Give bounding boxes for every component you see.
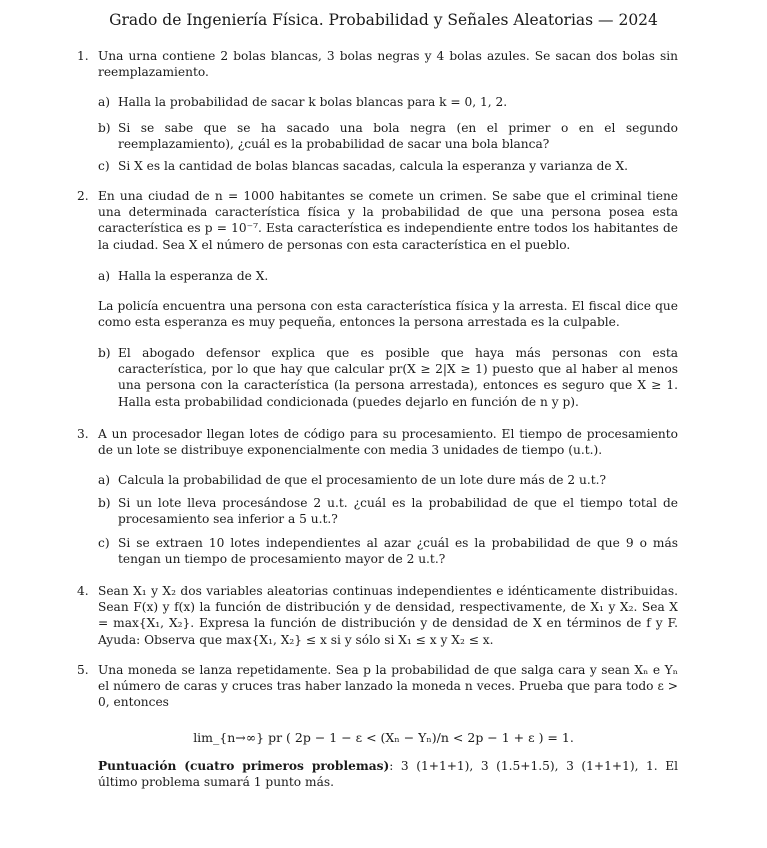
problem-number: 5. — [77, 663, 89, 677]
limit-formula: lim_{n→∞} pr ( 2p − 1 − ε < (Xₙ − Yₙ)/n < 2p − 1 + ε ) = 1. — [193, 730, 574, 745]
part-label: c) — [98, 159, 110, 173]
problem-text: En una ciudad de n = 1000 habitantes se comete un crimen. Se sabe que el criminal tiene una determinada característica física y la probabilidad de que una persona posea esta característica es p = 10⁻⁷. Esta característica es independiente entre todos los habitantes de la ciudad. Sea X el número de personas con esta característica en el pueblo. — [98, 189, 678, 252]
problem-1-part-c — [98, 158, 678, 174]
problem-4 — [77, 583, 678, 648]
part-text: Halla la esperanza de X. — [118, 269, 269, 283]
part-label: a) — [98, 473, 111, 487]
problem-2 — [77, 188, 678, 253]
problem-3-part-b — [98, 495, 678, 527]
problem-1-part-a — [98, 94, 678, 110]
problem-1 — [77, 48, 678, 80]
problem-2-part-a — [98, 268, 678, 284]
problem-number: 4. — [77, 584, 89, 598]
part-label: b) — [98, 121, 111, 135]
part-text: Si se sabe que se ha sacado una bola negra (en el primer o en el segundo reemplazamiento), ¿cuál es la probabilidad de sacar una bola blanca? — [118, 121, 678, 152]
problem-3-part-a — [98, 472, 678, 488]
problem-number: 3. — [77, 427, 89, 441]
part-text: Halla la probabilidad de sacar k bolas blancas para k = 0, 1, 2. — [118, 95, 508, 109]
problem-text: A un procesador llegan lotes de código para su procesamiento. El tiempo de procesamiento de un lote se distribuye exponencialmente con media 3 unidades de tiempo (u.t.). — [98, 427, 678, 458]
problem-number: 2. — [77, 189, 89, 203]
problem-3-part-c — [98, 535, 678, 567]
problem-2-part-b — [98, 345, 678, 410]
problem-number: 1. — [77, 49, 89, 63]
part-label: b) — [98, 346, 111, 360]
part-label: a) — [98, 269, 111, 283]
problem-2-interlude: La policía encuentra una persona con esta característica física y la arresta. El fiscal dice que como esta esperanza es muy pequeña, entonces la persona arrestada es la culpable. — [98, 299, 678, 330]
part-label: c) — [98, 536, 110, 550]
part-text: Si un lote lleva procesándose 2 u.t. ¿cuál es la probabilidad de que el tiempo total de procesamiento sea inferior a 5 u.t.? — [118, 496, 678, 527]
problem-3 — [77, 426, 678, 458]
score-note — [98, 758, 678, 790]
part-label: b) — [98, 496, 111, 510]
problem-text: Una moneda se lanza repetidamente. Sea p la probabilidad de que salga cara y sean Xₙ e Yₙ el número de caras y cruces tras haber lanzado la moneda n veces. Prueba que para todo ε > 0, entonces — [98, 663, 678, 710]
part-text: Si se extraen 10 lotes independientes al azar ¿cuál es la probabilidad de que 9 o más tengan un tiempo de procesamiento mayor de 2 u.t.? — [118, 536, 678, 567]
problem-text: Una urna contiene 2 bolas blancas, 3 bolas negras y 4 bolas azules. Se sacan dos bolas sin reemplazamiento. — [98, 49, 678, 80]
page-title: Grado de Ingeniería Física. Probabilidad y Señales Aleatorias — 2024 — [109, 11, 658, 29]
part-text: El abogado defensor explica que es posible que haya más personas con esta característica, por lo que hay que calcular pr(X ≥ 2|X ≥ 1) puesto que al haber al menos una persona con la característica (la persona arrestada), entonces es seguro que X ≥ 1. Halla esta probabilidad condicionada (puedes dejarlo en función de n y p). — [118, 346, 678, 409]
problem-5 — [77, 662, 678, 711]
part-label: a) — [98, 95, 111, 109]
part-text: Si X es la cantidad de bolas blancas sacadas, calcula la esperanza y varianza de X. — [118, 159, 629, 173]
problem-text: Sean X₁ y X₂ dos variables aleatorias continuas independientes e idénticamente distribuidas. Sean F(x) y f(x) la función de distribución y de densidad, respectivamente, de X₁ y X₂. Sea X = max{X₁, X₂}. Expresa la función de distribución y de densidad de X en términos de f y F. Ayuda: Observa que max{X₁, X₂} ≤ x si y sólo si X₁ ≤ x y X₂ ≤ x. — [98, 584, 678, 647]
part-text: Calcula la probabilidad de que el procesamiento de un lote dure más de 2 u.t.? — [118, 473, 607, 487]
score-label: Puntuación (cuatro primeros problemas) — [98, 759, 390, 773]
score-text: : 3 (1+1+1), 3 (1.5+1.5), 3 (1+1+1), 1. El último problema sumará 1 punto más. — [98, 759, 678, 790]
problem-1-part-b — [98, 120, 678, 152]
